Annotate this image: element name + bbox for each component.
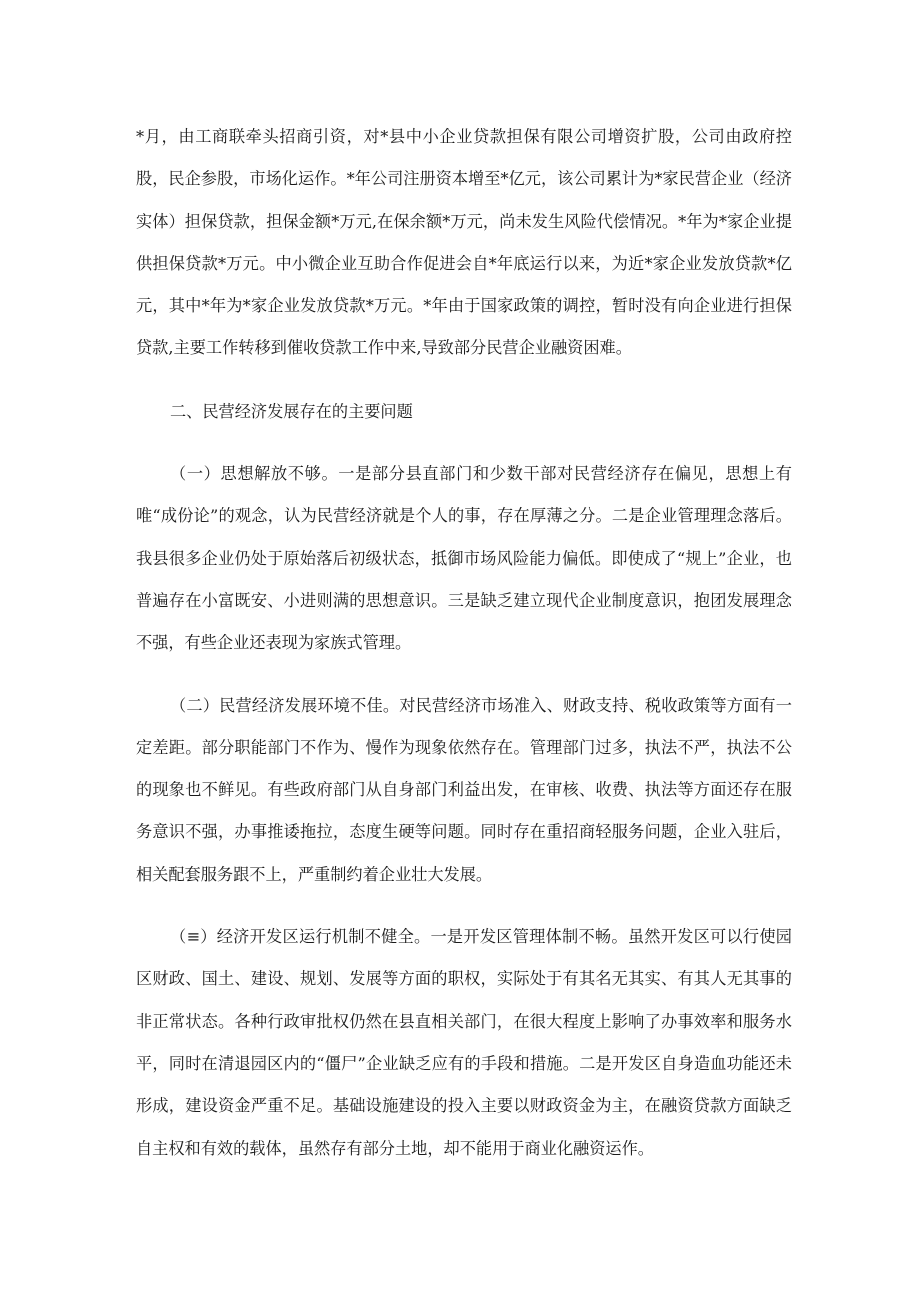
- section-heading-main-problems: 二、民营经济发展存在的主要问题: [170, 401, 413, 421]
- paragraph-guarantee-loans: *月，由工商联牵头招商引资，对*县中小企业贷款担保有限公司增资扩股，公司由政府控股，民企参股，市场化运作。*年公司注册资本增至*亿元，该公司累计为*家民营企业（经济实体）担保贷款，担保金额*万元,在保余额*万元，尚未发生风险代偿情况。*年为*家企业提供担保贷款*万元。中小微企业互助合作促进会自*年底运行以来，为近*家企业发放贷款*亿元，其中*年为*家企业发放贷款*万元。*年由于国家政策的调控，暂时没有向企业进行担保贷款,主要工作转移到催收贷款工作中来,导致部分民营企业融资困难。: [136, 127, 792, 358]
- paragraph-development-zone: （≡）经济开发区运行机制不健全。一是开发区管理体制不畅。虽然开发区可以行使园区财政、国土、建设、规划、发展等方面的职权，实际处于有其名无其实、有其人无其事的非正常状态。各种行政审批权仍然在县直相关部门，在很大程度上影响了办事效率和服务水平，同时在清退园区内的“僵尸”企业缺乏应有的手段和措施。二是开发区自身造血功能还未形成，建设资金严重不足。基础设施建设的投入主要以财政资金为主，在融资贷款方面缺乏自主权和有效的载体，虽然存有部分土地，却不能用于商业化融资运作。: [136, 927, 792, 1158]
- document-page: [136, 116, 792, 1190]
- paragraph-environment: （二）民营经济发展环境不佳。对民营经济市场准入、财政支持、税收政策等方面有一定差距。部分职能部门不作为、慢作为现象依然存在。管理部门过多，执法不严，执法不公的现象也不鲜见。有些政府部门从自身部门利益出发，在审核、收费、执法等方面还存在服务意识不强，办事推诿拖拉，态度生硬等问题。同时存在重招商轻服务问题，企业入驻后，相关配套服务跟不上，严重制约着企业壮大发展。: [136, 695, 792, 884]
- paragraph-ideology: （一）思想解放不够。一是部分县直部门和少数干部对民营经济存在偏见，思想上有唯“成份论”的观念，认为民营经济就是个人的事，存在厚薄之分。二是企业管理理念落后。我县很多企业仍处于原始落后初级状态，抵御市场风险能力偏低。即使成了“规上”企业，也普遍存在小富既安、小进则满的思想意识。三是缺乏建立现代企业制度意识，抱团发展理念不强，有些企业还表现为家族式管理。: [136, 464, 792, 653]
